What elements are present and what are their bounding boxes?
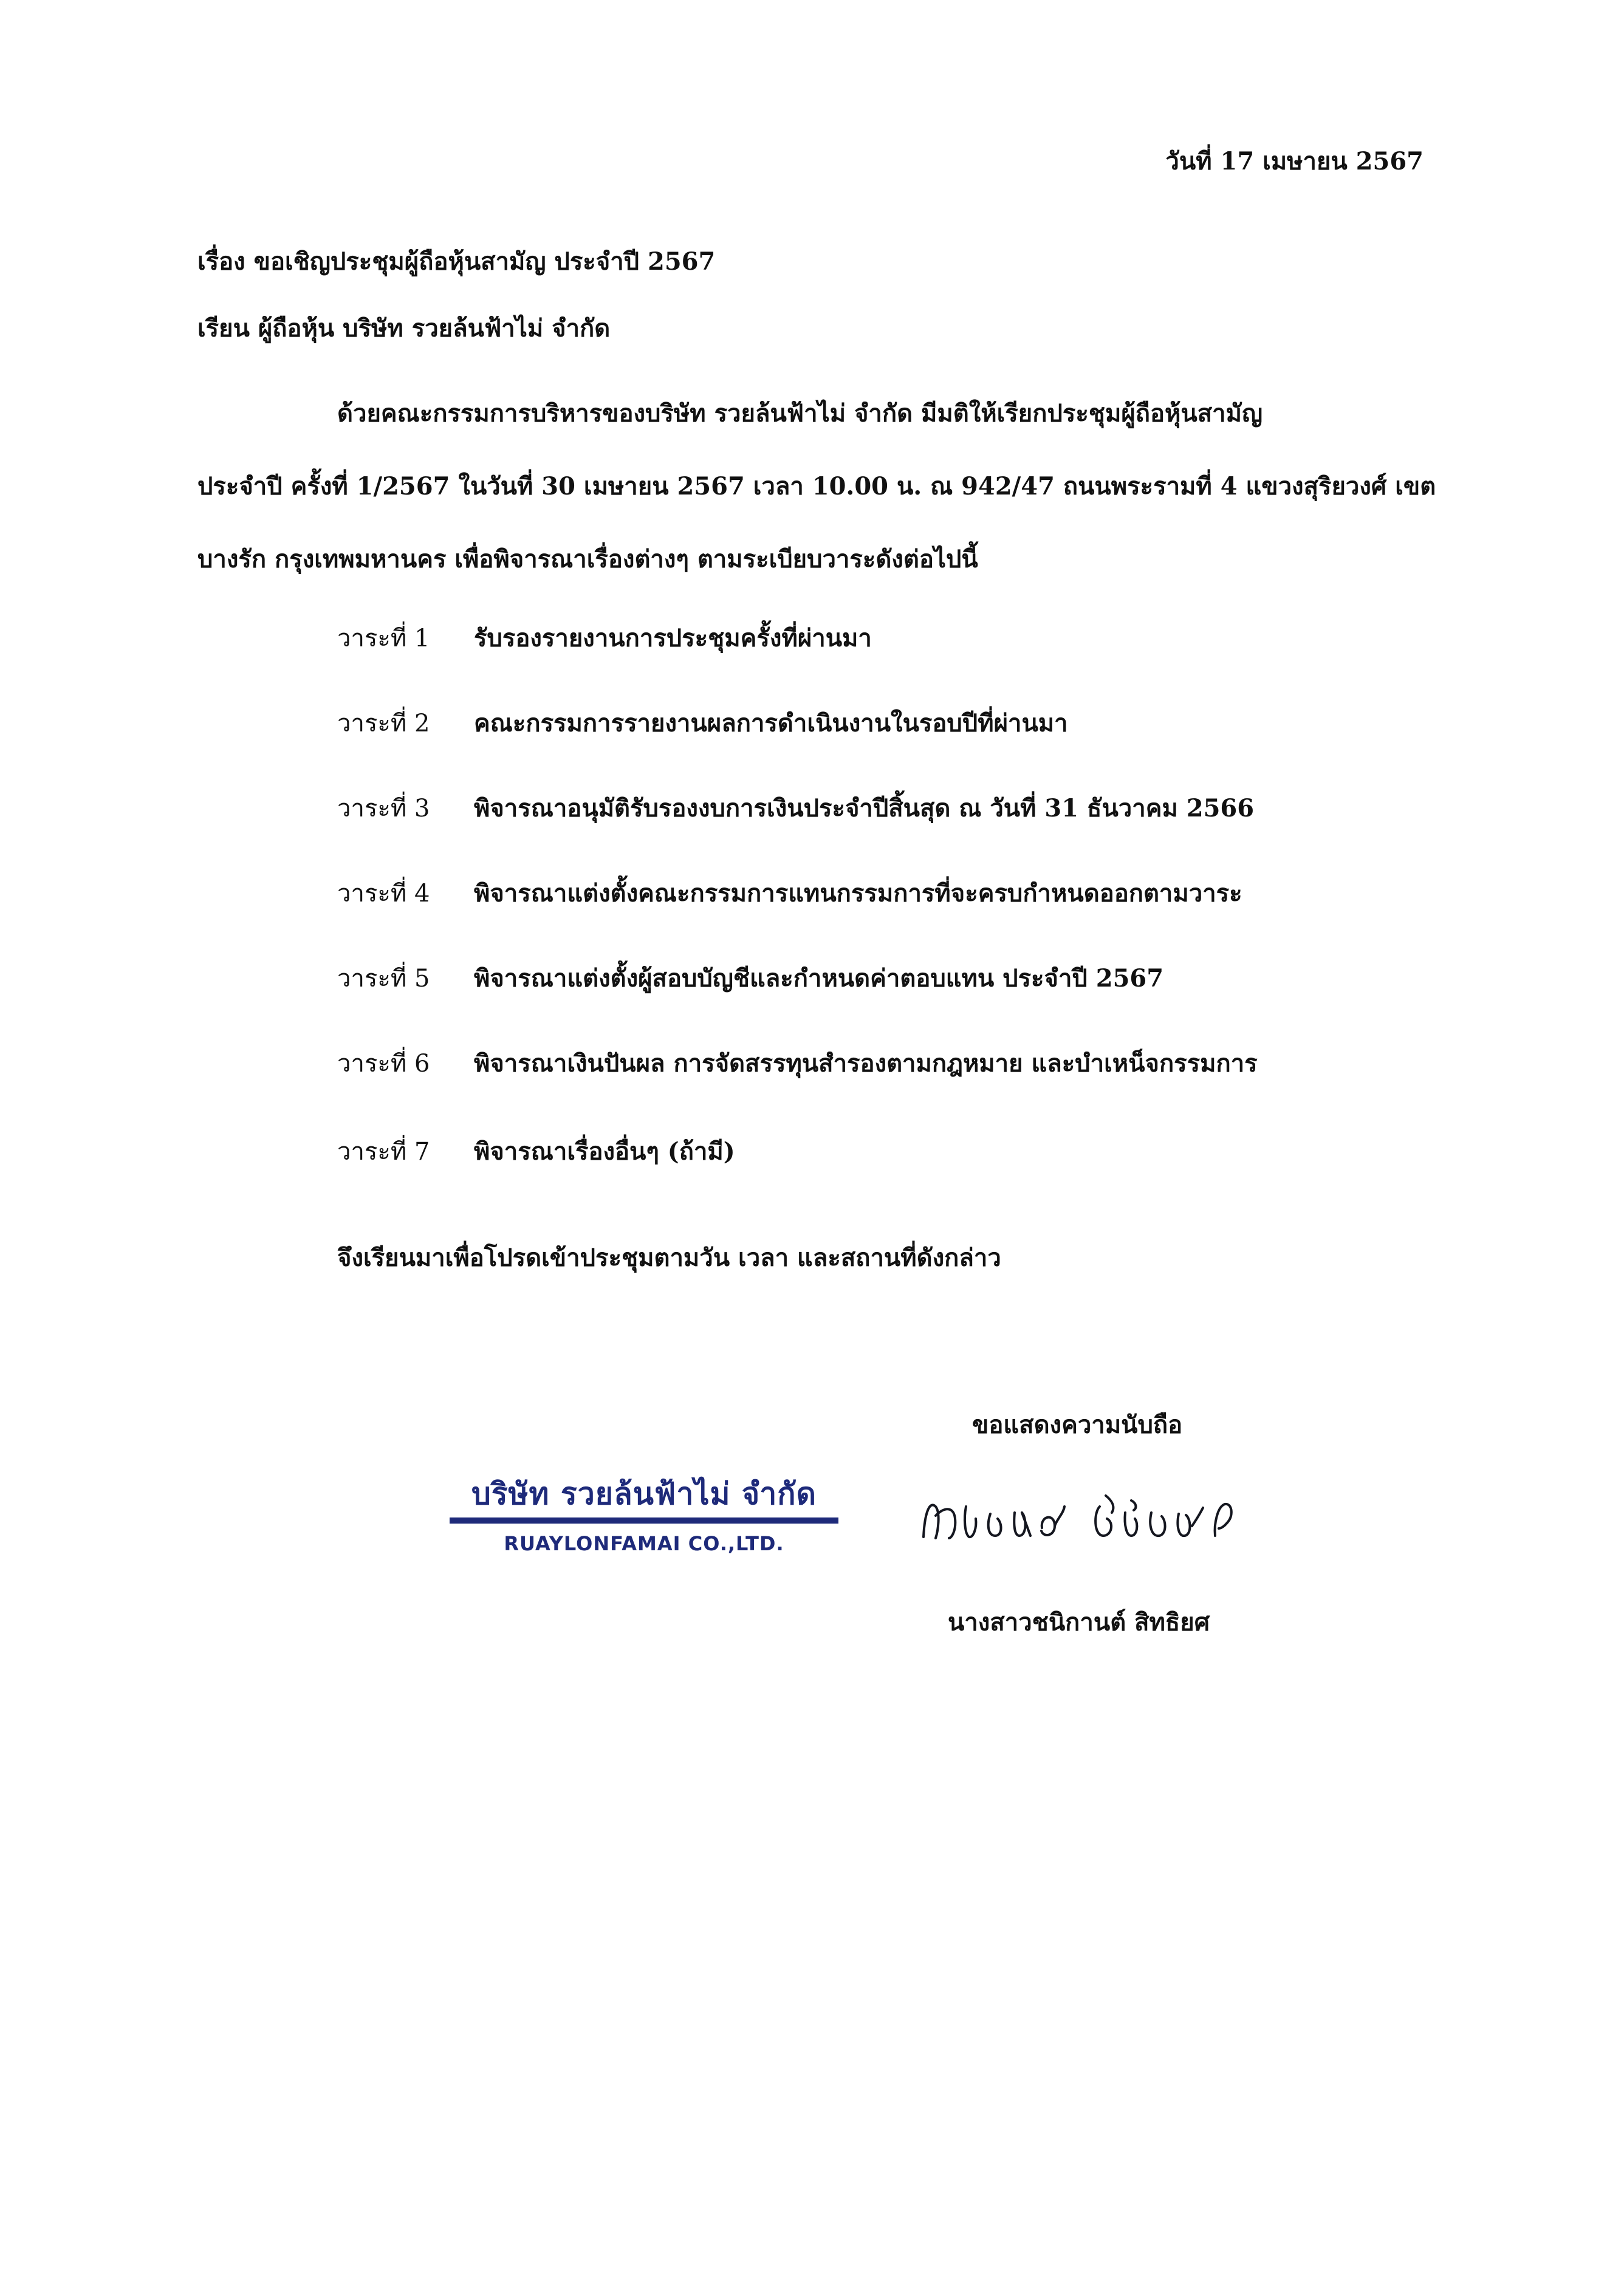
agenda-item-6 — [337, 1048, 1258, 1079]
agenda-number: วาระที่ 7 — [337, 1138, 430, 1166]
closing-line: จึงเรียนมาเพื่อโปรดเข้าประชุมตามวัน เวลา และสถานที่ดังกล่าว — [337, 1244, 1001, 1272]
letter-subject: เรื่อง ขอเชิญประชุมผู้ถือหุ้นสามัญ ประจำปี 2567 — [197, 247, 716, 276]
agenda-item-7 — [337, 1136, 735, 1168]
signer-name: นางสาวชนิกานต์ สิทธิยศ — [948, 1608, 1210, 1637]
agenda-number: วาระที่ 2 — [337, 710, 430, 737]
body-line-3: บางรัก กรุงเทพมหานคร เพื่อพิจารณาเรื่องต่างๆ ตามระเบียบวาระดังต่อไปนี้ — [197, 545, 978, 573]
agenda-number: วาระที่ 4 — [337, 880, 430, 908]
agenda-item-5 — [337, 963, 1163, 994]
agenda-item-2 — [337, 708, 1068, 739]
agenda-text: พิจารณาอนุมัติรับรองงบการเงินประจำปีสิ้นสุด ณ วันที่ 31 ธันวาคม 2566 — [474, 794, 1255, 823]
agenda-item-3 — [337, 793, 1254, 824]
handwritten-signature — [911, 1470, 1252, 1561]
agenda-text: รับรองรายงานการประชุมครั้งที่ผ่านมา — [474, 624, 872, 652]
agenda-text: พิจารณาเรื่องอื่นๆ (ถ้ามี) — [474, 1137, 735, 1166]
agenda-number: วาระที่ 5 — [337, 965, 430, 993]
agenda-number: วาระที่ 3 — [337, 795, 430, 823]
agenda-text: พิจารณาเงินปันผล การจัดสรรทุนสำรองตามกฎหมาย และบำเหน็จกรรมการ — [474, 1049, 1258, 1078]
stamp-english-name: RUAYLONFAMAI CO.,LTD. — [504, 1532, 784, 1555]
agenda-text: พิจารณาแต่งตั้งผู้สอบบัญชีและกำหนดค่าตอบแทน ประจำปี 2567 — [474, 964, 1164, 993]
regards-line: ขอแสดงความนับถือ — [972, 1411, 1183, 1439]
company-stamp — [450, 1470, 838, 1573]
agenda-text: พิจารณาแต่งตั้งคณะกรรมการแทนกรรมการที่จะครบกำหนดออกตามวาระ — [474, 879, 1242, 908]
agenda-number: วาระที่ 1 — [337, 624, 430, 652]
body-line-2: ประจำปี ครั้งที่ 1/2567 ในวันที่ 30 เมษายน 2567 เวลา 10.00 น. ณ 942/47 ถนนพระรามที่ 4 แขวงสุริยวงศ์ เขต — [197, 472, 1436, 501]
agenda-number: วาระที่ 6 — [337, 1050, 430, 1078]
agenda-text: คณะกรรมการรายงานผลการดำเนินงานในรอบปีที่ผ่านมา — [474, 709, 1068, 737]
agenda-item-1 — [337, 623, 872, 654]
letter-recipient: เรียน ผู้ถือหุ้น บริษัท รวยล้นฟ้าไม่ จำกัด — [197, 314, 611, 343]
letter-date: วันที่ 17 เมษายน 2567 — [1165, 147, 1424, 176]
stamp-underline — [450, 1517, 838, 1524]
agenda-item-4 — [337, 878, 1242, 909]
body-line-1: ด้วยคณะกรรมการบริหารของบริษัท รวยล้นฟ้าไม่ จำกัด มีมติให้เรียกประชุมผู้ถือหุ้นสามัญ — [337, 399, 1263, 428]
stamp-thai-name: บริษัท รวยล้นฟ้าไม่ จำกัด — [471, 1476, 817, 1511]
